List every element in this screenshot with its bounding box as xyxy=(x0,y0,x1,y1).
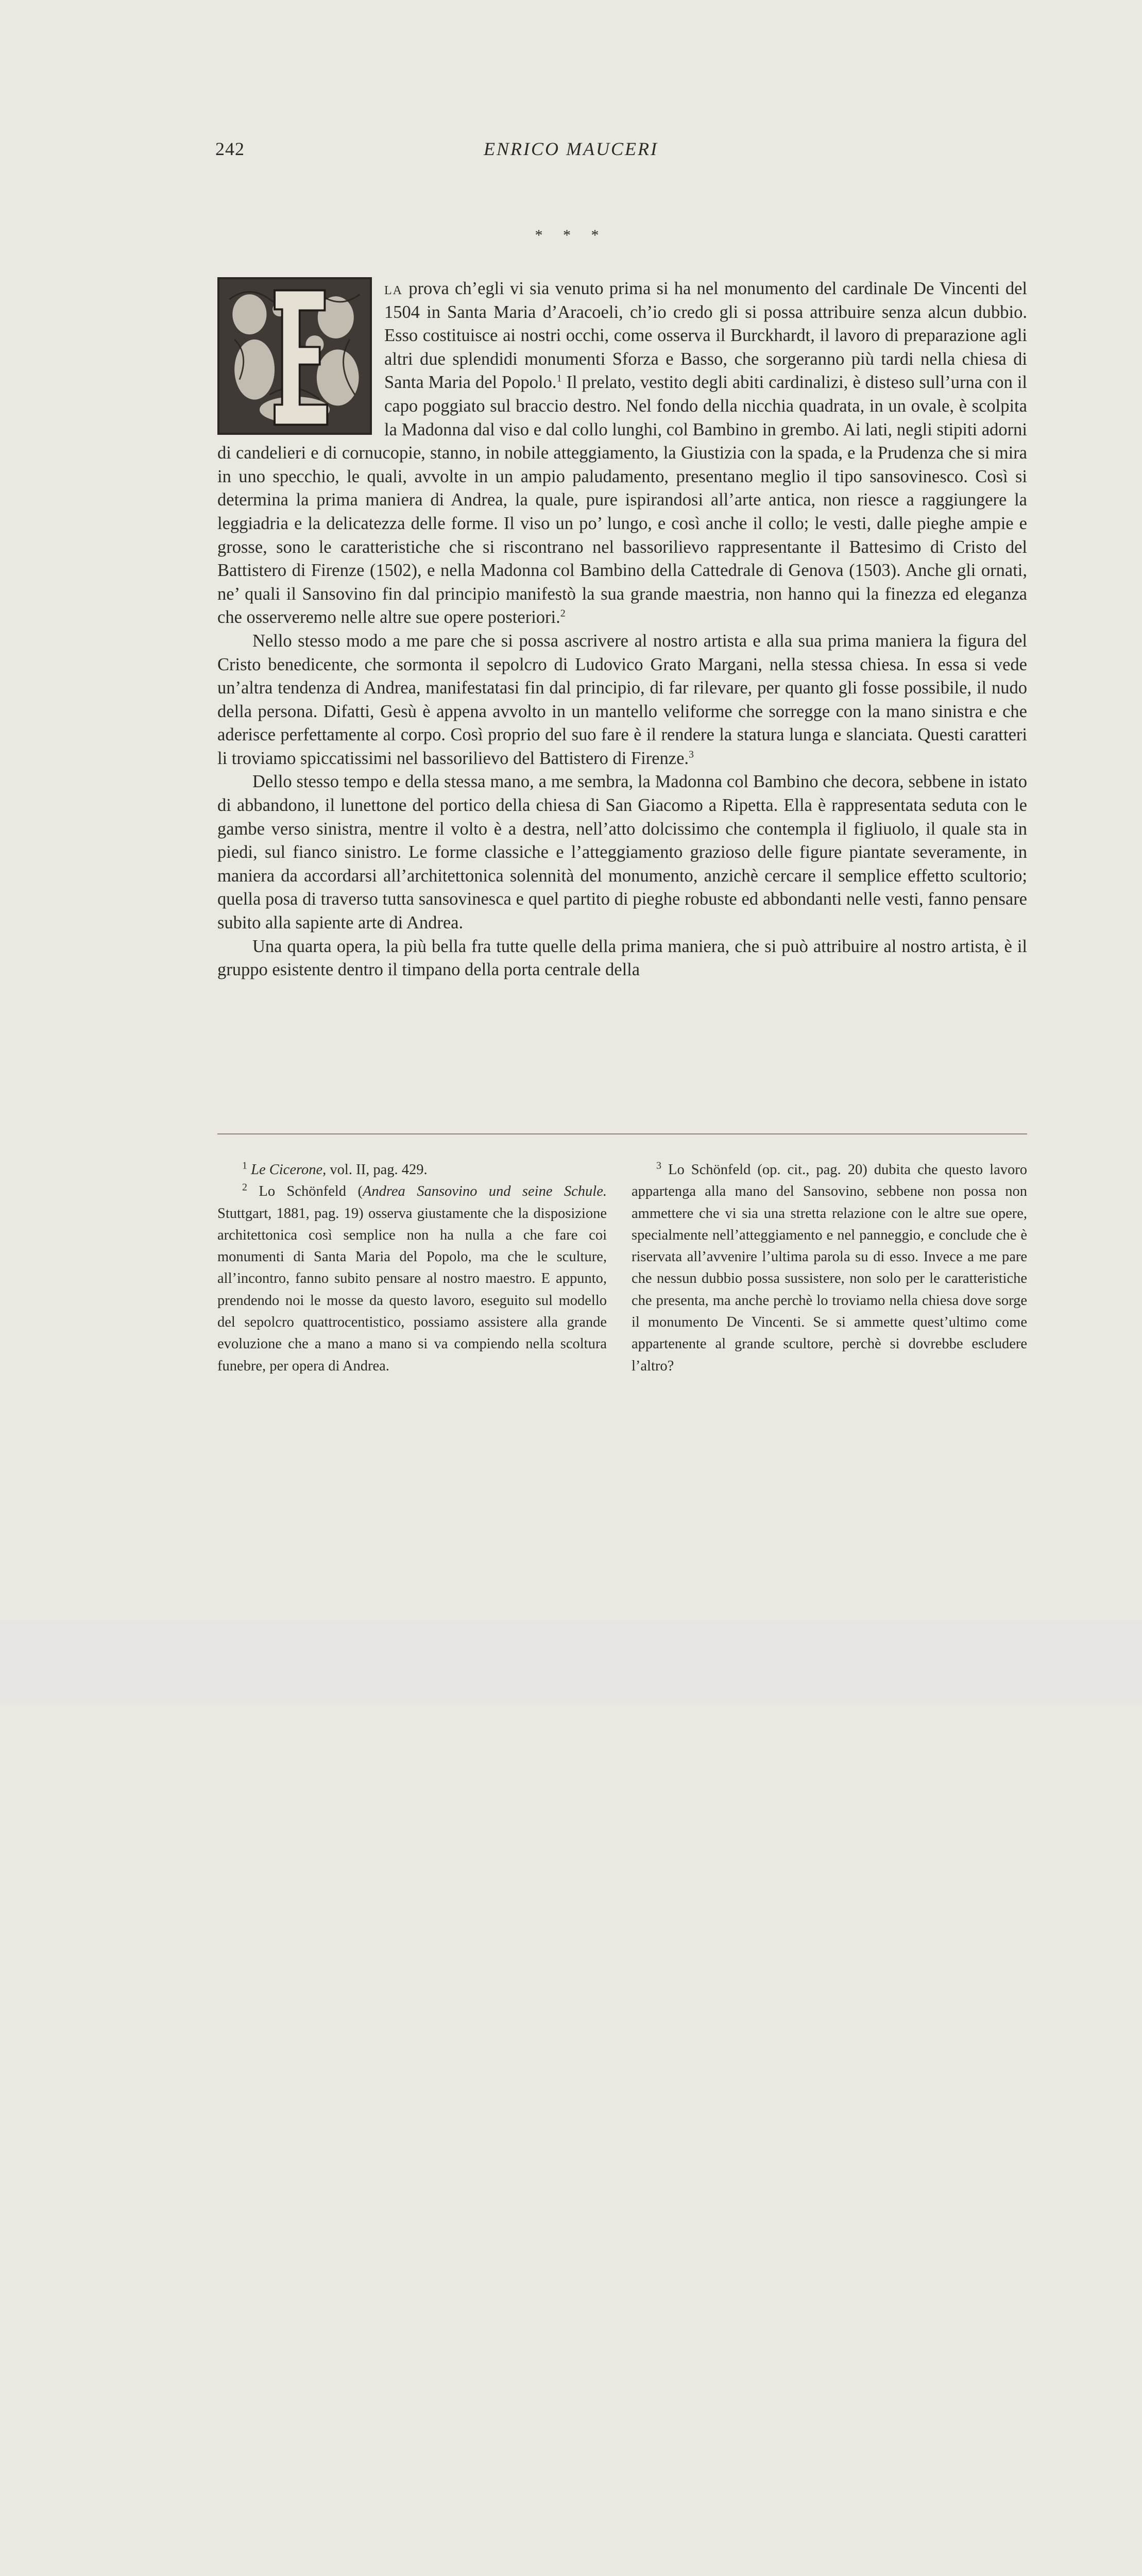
footnote-mark: 2 xyxy=(242,1181,247,1193)
footnote-mark: 1 xyxy=(242,1160,247,1172)
paragraph-lead: la xyxy=(384,279,403,298)
footnote-ref-2[interactable]: 2 xyxy=(560,607,566,619)
paragraph-2 xyxy=(217,630,1027,771)
footnote-title: Andrea Sansovino und seine Schule. xyxy=(362,1183,607,1200)
paragraph-text: Nello stesso modo a me pare che si possa ascrivere al nostro artista e alla sua prima maniera la figura del Cristo benedicente, che sormonta il sepolcro di Ludovico Grato Margani, nella stessa chiesa. In essa si vede un’altra tendenza di Andrea, manifestatasi fin dal principio, di far rilevare, per quanto gli fosse possibile, il nudo della persona. Difatti, Gesù è appena avvolto in un mantello veliforme che sorregge con la mano sinistra e che aderisce perfettamente al corpo. Così proprio del suo fare è il rendere la statura lunga e slanciata. Questi caratteri li troviamo spiccatissimi nel bassorilievo del Battistero di Firenze. xyxy=(217,631,1027,768)
footnote-text: Stuttgart, 1881, pag. 19) osserva giustamente che la disposizione architettonica così semplice non ha nulla a che fare coi monumenti di Santa Maria del Popolo, ma che le sculture, all’incontro, fanno subito pensare al nostro maestro. E appunto, prendendo noi le mosse da questo lavoro, eseguito sul modello del sepolcro quattrocentistico, possiamo assistere alla grande evoluzione che a mano a mano si va compiendo nella scoltura funebre, per opera di Andrea. xyxy=(217,1205,607,1374)
paragraph-text: prova ch’egli vi sia venuto prima si ha nel monumento del cardinale De Vincenti del 1504 in Santa Maria d’Aracoeli, ch’io credo gli si possa attribuire senza alcun dubbio. Esso costituisce ai nostri occhi, come osserva il Burckhardt, il lavoro di preparazione agli altri due splendidi monumenti Sforza e Basso, che sorgeranno più tardi nella chiesa di Santa Maria del Popolo. xyxy=(384,279,1027,393)
footnotes-left-column xyxy=(217,1159,607,1377)
footnote-mark: 3 xyxy=(656,1160,661,1172)
footnote-text: vol. II, pag. 429. xyxy=(326,1162,428,1178)
footnote-2 xyxy=(217,1181,607,1377)
footnote-1 xyxy=(217,1159,607,1181)
page-number: 242 xyxy=(215,139,245,159)
main-text xyxy=(217,277,1027,982)
footnote-title: Le Cicerone, xyxy=(251,1162,327,1178)
footnote-text: Lo Schönfeld (op. cit., pag. 20) dubita che questo lavoro appartenga alla mano del Sansovino, sebbene non possa non ammettere che vi sia una stretta relazione con le altre sue opere, specialmente nell’atteggiamento e nel panneggio, e conclude che è riservata all’avvenire l’ultima parola su di esso. Invece a me pare che nessun dubbio possa sussistere, non solo per le caratteristiche che presenta, ma anche perchè lo troviamo nella chiesa dove sorge il monumento De Vincenti. Se si ammette quest’ultimo come appartenente al grande scultore, perchè si dovrebbe escludere l’altro? xyxy=(632,1162,1027,1374)
decorated-initial-image xyxy=(217,277,372,435)
footnotes-right-column xyxy=(632,1159,1027,1377)
paragraph-3: Dello stesso tempo e della stessa mano, a me sembra, la Madonna col Bambino che decora, sebbene in istato di abbandono, il lunettone del portico della chiesa di San Giacomo a Ripetta. Ella è rappresentata seduta con le gambe verso sinistra, mentre il volto è a destra, nell’atto dolcissimo che contempla il figliuolo, il quale sta in piedi, sul fianco sinistro. Le forme classiche e l’atteggiamento grazioso delle figure piantate severamente, in maniera da accordarsi all’architettonica solennità del monumento, anzichè cercare il semplice effetto scultorio; quella posa di traverso tutta sansovinesca e quel partito di pieghe robuste ed abbondanti nelle vesti, fanno pensare subito alla sapiente arte di Andrea. xyxy=(217,772,1027,933)
footnote-ref-3[interactable]: 3 xyxy=(689,749,694,760)
paragraph-4: Una quarta opera, la più bella fra tutte quelle della prima maniera, che si può attribuire al nostro artista, è il gruppo esistente dentro il timpano della porta centrale della xyxy=(217,936,1027,980)
section-ornament: * * * xyxy=(535,227,607,244)
paragraph-text-cont: Il prelato, vestito degli abiti cardinalizi, è disteso sull’urna con il capo poggiato sul braccio destro. Nel fondo della nicchia quadrata, in un ovale, è scolpita la Madonna dal viso e dal collo lunghi, col Bambino in grembo. Ai lati, negli stipiti adorni di candelieri e di cornucopie, stanno, in nobile atteggiamento, la Giustizia con la spada, e la Prudenza che si mira in uno specchio, le quali, avvolte in un ampio paludamento, presentano meglio il tipo sansovinesco. Così si determina la prima maniera di Andrea, la quale, pure ispirandosi all’arte antica, non riesce a raggiungere la leggiadria e la delicatezza delle forme. Il viso un po’ lungo, e così anche il collo; le vesti, dalle pieghe ampie e grosse, sono le caratteristiche che si riscontrano nel bassorilievo rappresentante il Battesimo di Cristo del Battistero di Firenze (1502), e nella Madonna col Bambino della Cattedrale di Genova (1503). Anche gli ornati, ne’ quali il Sansovino fin dal principio manifestò la sua grande maestria, non hanno qui la finezza ed eleganza che osserveremo nelle altre sue opere posteriori. xyxy=(217,372,1027,628)
footnote-text: Lo Schönfeld ( xyxy=(247,1183,363,1200)
footnote-divider xyxy=(217,1133,1027,1134)
running-head: ENRICO MAUCERI xyxy=(484,139,658,159)
footnote-ref-1[interactable]: 1 xyxy=(556,372,562,384)
decorated-initial-icon xyxy=(219,279,370,433)
footnote-3 xyxy=(632,1159,1027,1377)
viewer-footer xyxy=(0,1621,1142,1704)
